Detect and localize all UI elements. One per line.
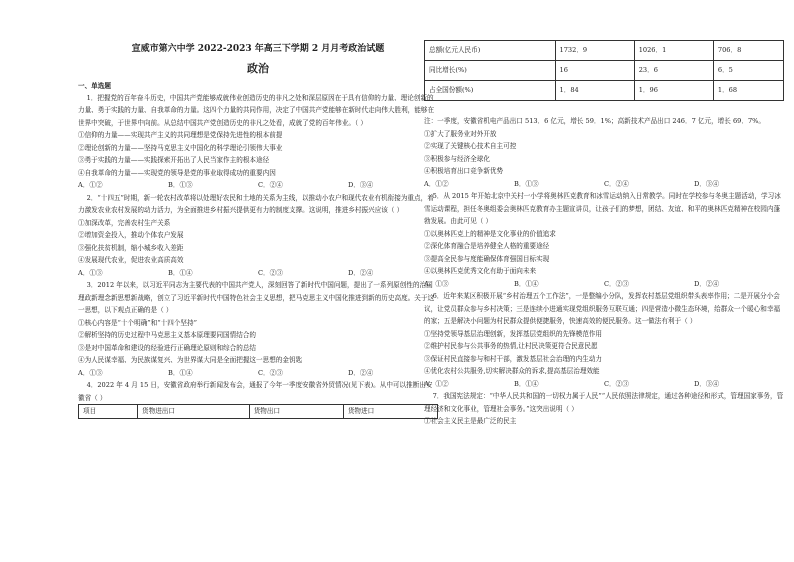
choice-c: C．②③ bbox=[604, 379, 629, 388]
q4-stem: 4．2022 年 4 月 15 日，安徽省政府举行新闻发布会，通报了今年一季度安徽省外贸情况(见下表)。从中可以推断出安徽省（ ） bbox=[78, 381, 433, 402]
choice-d: D．③④ bbox=[694, 179, 720, 188]
q3-choices bbox=[78, 367, 438, 380]
choice-b: B．①④ bbox=[514, 379, 539, 388]
choice-b: B．①③ bbox=[514, 179, 539, 188]
q5-option: ①以奥林匹克上的精神是文化事业的价值追求 bbox=[424, 229, 556, 238]
table-cell: 1026．1 bbox=[634, 41, 713, 61]
choice-b: B．①③ bbox=[168, 181, 193, 189]
q1-option: ①信仰的力量——实现共产主义的共同理想是党保持先进性的根本前提 bbox=[78, 131, 283, 139]
choice-c: C．②④ bbox=[258, 181, 283, 189]
subject-title: 政治 bbox=[247, 62, 269, 75]
q4-option: ②实现了关键核心技术自主可控 bbox=[424, 142, 517, 150]
q5-option: ④以奥林匹克优秀文化有助于面向未来 bbox=[424, 267, 537, 275]
q6-option: ②维护村民参与公共事务的热情,让村民决策更符合民意民愿 bbox=[424, 342, 598, 350]
table-cell: 706．8 bbox=[713, 41, 783, 61]
choice-a: A．①③ bbox=[78, 268, 103, 277]
q2-option: ③强化扶贫机制，缩小城乡收入差距 bbox=[78, 243, 184, 252]
q6-option: ①坚持党领导基层治理创新，发挥基层党组织的先锋模范作用 bbox=[424, 329, 603, 338]
q5-stem: 5．从 2015 年开始北京中关村一小学将奥林匹克教育和冰雪运动纳入日常教学。同时在学校参与冬奥主题活动，学习冰雪运动课程，担任冬奥组委会奥林匹克教育办主题宣讲员，让孩子们的梦想，团结、友谊、和平的奥林匹克精神在校园内蓬勃发展。由此可见（ ） bbox=[424, 192, 781, 225]
q6-option: ③保证村民直接参与和村干部，激发基层社会治理的内生动力 bbox=[424, 354, 603, 363]
q6-stem: 6．近年来某区积极开展“乡村治理五个工作法”，一是整编小分队，发挥农村基层党组织带头表率作用；二是开展分小会议，让党员群众参与乡村决策；三是连续小进通实现党组织服务互联互通；四是营造小微生态环境，给群众一个暖心和幸福的家；五是解决小问题为村民群众提供便捷服务，快速高效的便民服务。这一做法有利于（ ） bbox=[424, 292, 781, 325]
q4-choices bbox=[424, 178, 784, 191]
q1-option: ③勇于实践的力量——实践探索开拓出了人民当家作主的根本途径 bbox=[78, 156, 270, 164]
q4-option: ④积极培育出口竞争新优势 bbox=[424, 167, 504, 175]
q7-stem: 7．我国宪法规定：“中华人民共和国的一切权力属于人民”“人民依照法律规定，通过各种途径和形式，管理国家事务，管理经济和文化事业，管理社会事务。”这突出说明（ ） bbox=[424, 392, 784, 413]
q2-option: ②增加资金投入，推动个体农户发展 bbox=[78, 231, 184, 239]
q3-option: ①核心内容是“十个明确”和“十四个坚持” bbox=[78, 318, 197, 327]
q5-option: ③提高全民参与度能确保体育强国目标实现 bbox=[424, 254, 550, 263]
table-cell: 23．6 bbox=[634, 61, 713, 81]
table-cell: 占全国份额(%) bbox=[425, 81, 556, 101]
choice-c: C．②③ bbox=[258, 268, 283, 277]
q2-option: ①加深改革，完善农村生产关系 bbox=[78, 218, 171, 227]
choice-b: B．①④ bbox=[514, 279, 539, 288]
left-column bbox=[78, 0, 438, 419]
q6-option: ④优化农村公共服务,切实解决群众的诉求,提高基层治理效能 bbox=[424, 367, 600, 375]
choice-a: A．①③ bbox=[424, 279, 449, 288]
q3-stem: 3．2012 年以来，以习近平同志为主要代表的中国共产党人，深刻回答了新时代中国问题，提出了一系列原创性的治国理政新理念新思想新战略，创立了习近平新时代中国特色社会主义思想，把马克思主义中国化推进到新的历史高度。关于这一思想，以下观点正确的是（ ） bbox=[78, 281, 435, 314]
table-cell: 项目 bbox=[79, 405, 138, 419]
table-cell: 总额(亿元人民币) bbox=[425, 41, 556, 61]
table-row bbox=[425, 41, 784, 61]
q2-stem: 2．“十四五”时期，新一轮农村改革将以处理好农民和土地的关系为主线，以推动小农户和现代农业有机衔接为重点，着力激发农业农村发展的动力活力，为全面推进乡村振兴提供更有力的制度支撑。这说明，推进乡村振兴应该（ ） bbox=[78, 193, 434, 214]
choice-d: D．③④ bbox=[694, 379, 720, 388]
table-row bbox=[79, 405, 438, 419]
table-row bbox=[425, 81, 784, 101]
table-cell: 货物进口 bbox=[343, 405, 437, 419]
choice-b: B．①④ bbox=[168, 268, 193, 277]
choice-c: C．②④ bbox=[604, 179, 629, 188]
q7-option: ①社会主义民主是最广泛的民主 bbox=[424, 417, 517, 425]
q6-choices bbox=[424, 378, 784, 391]
q4-note: 注：一季度，安徽省机电产品出口 513．6 亿元，增长 59．1%；高新技术产品出口 246．7 亿元，增长 69．7%。 bbox=[424, 117, 765, 125]
q2-choices bbox=[78, 267, 438, 280]
choice-d: D．②④ bbox=[348, 268, 374, 277]
trade-table-header bbox=[78, 404, 438, 419]
table-cell: 1．68 bbox=[713, 81, 783, 101]
q3-option: ④为人民谋幸福、为民族谋复兴、为世界谋大同是全面把握这一思想的金钥匙 bbox=[78, 356, 303, 364]
choice-a: A．①② bbox=[424, 379, 449, 388]
q5-option: ②深化体育融合是培养健全人格的重要途径 bbox=[424, 242, 550, 250]
q3-option: ②解析坚持的历史过程中马克思主义基本原理要同国情结合的 bbox=[78, 331, 257, 339]
q1-option: ②理论创新的力量——坚持马克思主义中国化的科学理论引领伟大事业 bbox=[78, 143, 283, 152]
choice-a: A．①③ bbox=[78, 368, 103, 377]
q1-option: ④自我革命的力量——实现党的领导是党的事业取得成功的重要内因 bbox=[78, 168, 276, 177]
table-cell: 6．5 bbox=[713, 61, 783, 81]
table-cell: 16 bbox=[555, 61, 634, 81]
table-cell: 1732．9 bbox=[555, 41, 634, 61]
right-column bbox=[424, 40, 784, 428]
exam-title: 宣威市第六中学 2022-2023 年高三下学期 2 月月考政治试题 bbox=[131, 44, 385, 54]
q5-choices bbox=[424, 278, 784, 291]
trade-table bbox=[424, 40, 784, 101]
choice-d: D．②④ bbox=[694, 279, 720, 288]
table-row bbox=[425, 61, 784, 81]
choice-a: A．①② bbox=[78, 181, 103, 189]
choice-c: C．②③ bbox=[604, 279, 629, 288]
table-cell: 1．96 bbox=[634, 81, 713, 101]
choice-b: B．①④ bbox=[168, 368, 193, 377]
table-cell: 货物进出口 bbox=[138, 405, 250, 419]
section-heading: 一、单选题 bbox=[78, 81, 111, 90]
choice-c: C．②③ bbox=[258, 368, 283, 377]
q1-stem: 1．把握党的百年奋斗历史，中国共产党能够成就伟业创造历史的非凡之处和深层原因在于具有信仰的力量、理论创新的力量、勇于实践的力量、自我革命的力量。这四个力量的共同作用，决定了中国共产党能够在新时代走向伟大胜利，能够在世界中突破，于世界中向前。从总结中国共产党创造历史的非凡之处看，成就了党的百年伟业。（ ） bbox=[78, 93, 435, 127]
q4-option: ①扩大了服务业对外开放 bbox=[424, 129, 497, 138]
table-cell: 1．84 bbox=[555, 81, 634, 101]
choice-d: D．②④ bbox=[348, 368, 374, 377]
choice-d: D．③④ bbox=[348, 181, 374, 189]
q3-option: ③是对中国革命和建设的经验进行正确理论原则和综合的总结 bbox=[78, 343, 257, 352]
table-cell: 货物出口 bbox=[249, 405, 343, 419]
q4-option: ③积极参与经济全球化 bbox=[424, 154, 490, 163]
q2-option: ④发展现代农业，促进农业高质高效 bbox=[78, 256, 184, 264]
q1-choices bbox=[78, 179, 438, 192]
table-cell: 同比增长(%) bbox=[425, 61, 556, 81]
choice-a: A．①② bbox=[424, 179, 449, 188]
